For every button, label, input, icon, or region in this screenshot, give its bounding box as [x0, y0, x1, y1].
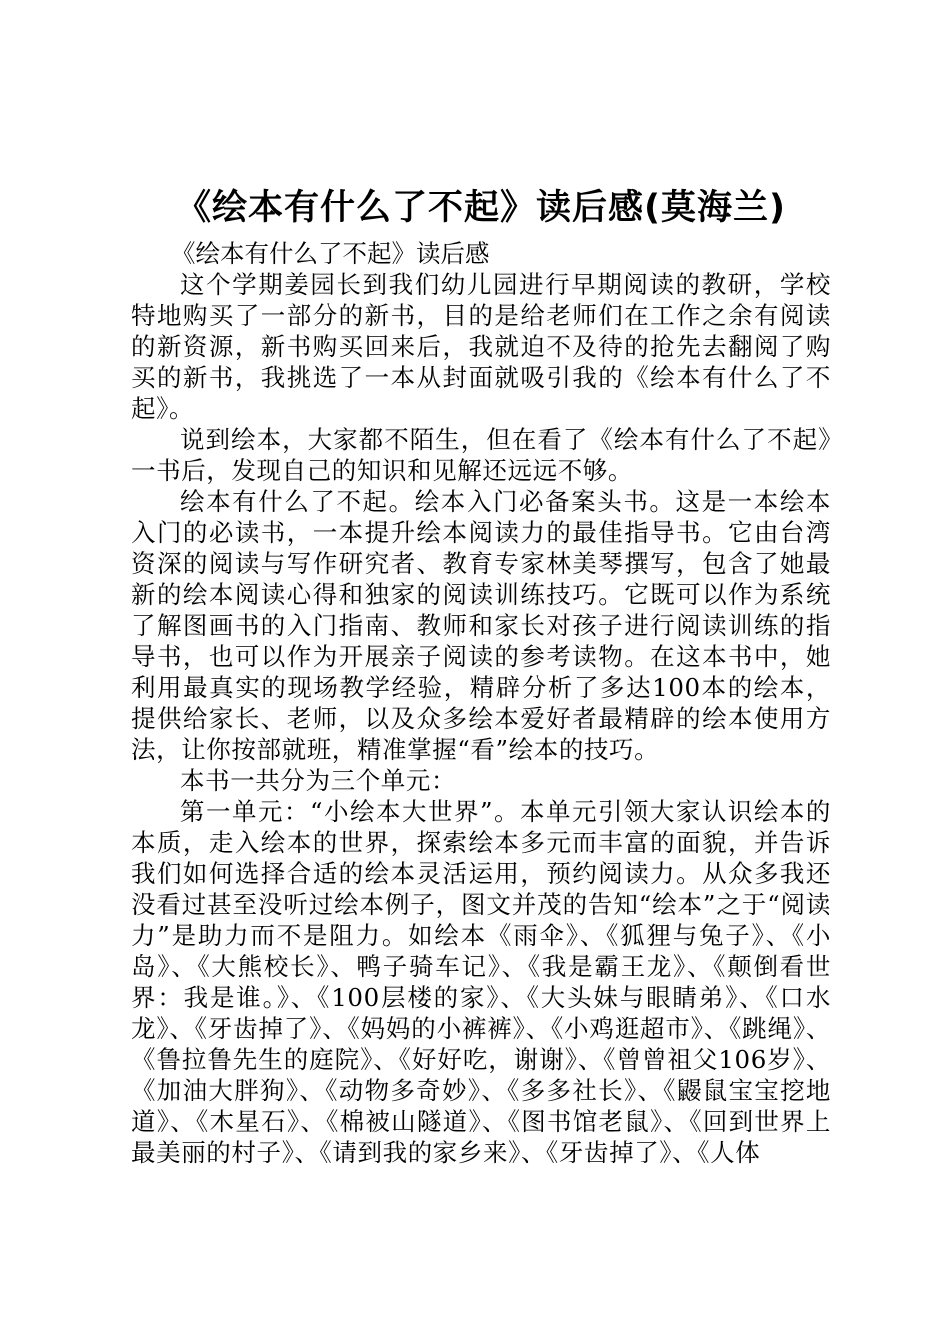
document-title: 《绘本有什么了不起》读后感(莫海兰) — [176, 188, 786, 228]
paragraph-units-intro: 本书一共分为三个单元： — [180, 766, 457, 795]
paragraph-intro: 这个学期姜园长到我们幼儿园进行早期阅读的教研，学校特地购买了一部分的新书，目的是给老师们在工作之余有阅读的新资源，新书购买回来后，我就迫不及待的抢先去翻阅了购买的新书，我挑选了一本从封面就吸引我的《绘本有什么了不起》。 — [131, 270, 831, 423]
paragraph-unit-one: 第一单元：“小绘本大世界”。本单元引领大家认识绘本的本质，走入绘本的世界，探索绘本多元而丰富的面貌，并告诉我们如何选择合适的绘本灵活运用，预约阅读力。从众多我还没看过甚至没听过绘本例子，图文并茂的告知“绘本”之于“阅读力”是助力而不是阻力。如绘本《雨伞》、《狐狸与兔子》、《小岛》、《大熊校长》、鸭子骑车记》、《我是霸王龙》、《颠倒看世界：我是谁。》、《100层楼的家》、《大头妹与眼睛弟》、《口水龙》、《牙齿掉了》、《妈妈的小裤裤》、《小鸡逛超市》、《跳绳》、《鲁拉鲁先生的庭院》、《好好吃，谢谢》、《曾曾祖父106岁》、《加油大胖狗》、《动物多奇妙》、《多多社长》、《鼹鼠宝宝挖地道》、《木星石》、《棉被山隧道》、《图书馆老鼠》、《回到世界上最美丽的村子》、《请到我的家乡来》、《牙齿掉了》、《人体 — [131, 797, 831, 1167]
paragraph-book-overview: 绘本有什么了不起。绘本入门必备案头书。这是一本绘本入门的必读书，一本提升绘本阅读力的最佳指导书。它由台湾资深的阅读与写作研究者、教育专家林美琴撰写，包含了她最新的绘本阅读心得和独家的阅读训练技巧。它既可以作为系统了解图画书的入门指南、教师和家长对孩子进行阅读训练的指导书，也可以作为开展亲子阅读的参考读物。在这本书中，她利用最真实的现场教学经验，精辟分析了多达100本的绘本，提供给家长、老师，以及众多绘本爱好者最精辟的绘本使用方法，让你按部就班，精准掌握“看”绘本的技巧。 — [131, 487, 831, 764]
paragraph-familiar: 说到绘本，大家都不陌生，但在看了《绘本有什么了不起》一书后，发现自己的知识和见解还远远不够。 — [131, 425, 831, 485]
document-page — [131, 180, 831, 1168]
document-subtitle: 《绘本有什么了不起》读后感 — [171, 239, 490, 268]
